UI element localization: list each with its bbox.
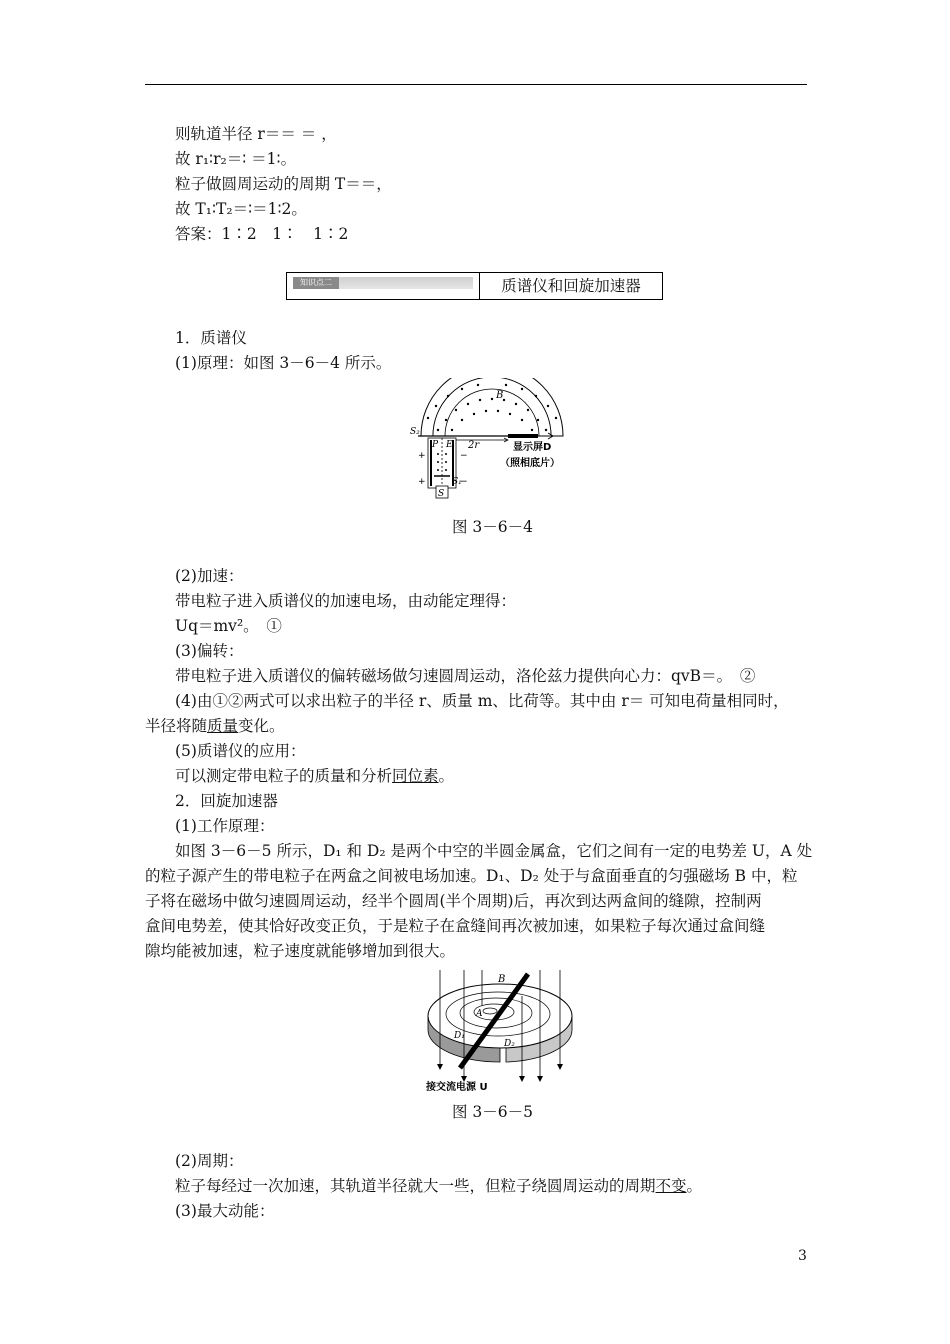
- page-number: 3: [798, 1248, 807, 1264]
- label-S2: S₂: [410, 427, 420, 437]
- plus-sign: +: [418, 477, 426, 487]
- label-E: E: [446, 440, 453, 450]
- minus-sign: −: [460, 477, 468, 487]
- mass-spectrometer-figure: [408, 378, 598, 500]
- text-line: (5)质谱仪的应用：: [175, 742, 306, 760]
- header-rule: [145, 84, 807, 85]
- cyclotron-figure: [410, 966, 585, 1092]
- text-line: 如图 3－6－5 所示，D₁ 和 D₂ 是两个中空的半圆金属盒，它们之间有一定的电势差 U，A 处: [175, 842, 813, 860]
- plus-sign: +: [418, 451, 426, 461]
- label-S1: S₁: [452, 477, 462, 487]
- heading-mass-spectrometer: 1．质谱仪: [175, 329, 247, 347]
- text-line: 粒子做圆周运动的周期 T＝＝，: [175, 175, 392, 193]
- text-line: (1)原理：如图 3－6－4 所示。: [175, 354, 392, 372]
- equation-1: Uq＝mv²。 ①: [175, 617, 282, 635]
- text-line: (2)加速：: [175, 567, 244, 585]
- label-screen: 显示屏D: [513, 442, 552, 453]
- section-header: [286, 272, 663, 300]
- label-A: A: [476, 1009, 483, 1019]
- text-line: (1)工作原理：: [175, 817, 275, 835]
- label-S: S: [438, 489, 445, 499]
- section-tag: [287, 273, 480, 299]
- section-title: 质谱仪和回旋加速器: [501, 277, 641, 295]
- text-line: 可以测定带电粒子的质量和分析同位素。: [175, 767, 455, 785]
- label-B: B: [496, 390, 504, 401]
- text-line: (3)偏转：: [175, 642, 244, 660]
- text-line: 故 r₁∶r₂＝∶ ＝1∶。: [175, 150, 297, 168]
- text-line: 则轨道半径 r＝＝ ＝ ，: [175, 125, 337, 143]
- label-B: B: [498, 974, 506, 985]
- text-line: 带电粒子进入质谱仪的加速电场，由动能定理得：: [175, 592, 517, 610]
- text-line: 子将在磁场中做匀速圆周运动，经半个圆周(半个周期)后，再次到达两盒间的缝隙，控制两: [145, 892, 762, 910]
- label-2r: 2r: [468, 440, 480, 451]
- label-ac-source: 接交流电源 U: [426, 1082, 488, 1092]
- text-line: 隙均能被加速，粒子速度就能够增加到很大。: [145, 942, 456, 960]
- text-line: 带电粒子进入质谱仪的偏转磁场做匀速圆周运动，洛伦兹力提供向心力：qvB＝。 ②: [175, 667, 756, 685]
- text-line: 粒子每经过一次加速，其轨道半径就大一些，但粒子绕圆周运动的周期不变。: [175, 1177, 703, 1195]
- text-line: 盒间电势差，使其恰好改变正负，于是粒子在盒缝间再次被加速，如果粒子每次通过盒间缝: [145, 917, 766, 935]
- minus-sign: −: [460, 451, 468, 461]
- text-line: (2)周期：: [175, 1152, 244, 1170]
- figure-caption: 图 3－6－5: [452, 1103, 534, 1121]
- text-line: (4)由①②两式可以求出粒子的半径 r、质量 m、比荷等。其中由 r＝ 可知电荷量相同时，: [175, 692, 789, 710]
- figure-caption: 图 3－6－4: [452, 518, 534, 536]
- underlined-answer: 质量: [207, 717, 239, 735]
- label-D2: D₂: [504, 1039, 515, 1049]
- text-line: 故 T₁∶T₂＝∶＝1∶2。: [175, 200, 307, 218]
- text-line: 半径将随质量变化。: [145, 717, 285, 735]
- underlined-answer: 同位素: [392, 767, 439, 785]
- label-film: （照相底片）: [500, 458, 560, 469]
- text-line: 的粒子源产生的带电粒子在两盒之间被电场加速。D₁、D₂ 处于与盒面垂直的匀强磁场 B 中，粒: [145, 867, 798, 885]
- label-D1: D₁: [454, 1031, 465, 1041]
- answer-line: 答案：1∶2 1∶ 1∶2: [175, 225, 349, 243]
- text-line: (3)最大动能：: [175, 1202, 275, 1220]
- underlined-answer: 不变: [655, 1177, 687, 1195]
- label-P: P: [432, 440, 439, 450]
- heading-cyclotron: 2．回旋加速器: [175, 792, 278, 810]
- section-tag-label: 知识点二: [293, 277, 339, 289]
